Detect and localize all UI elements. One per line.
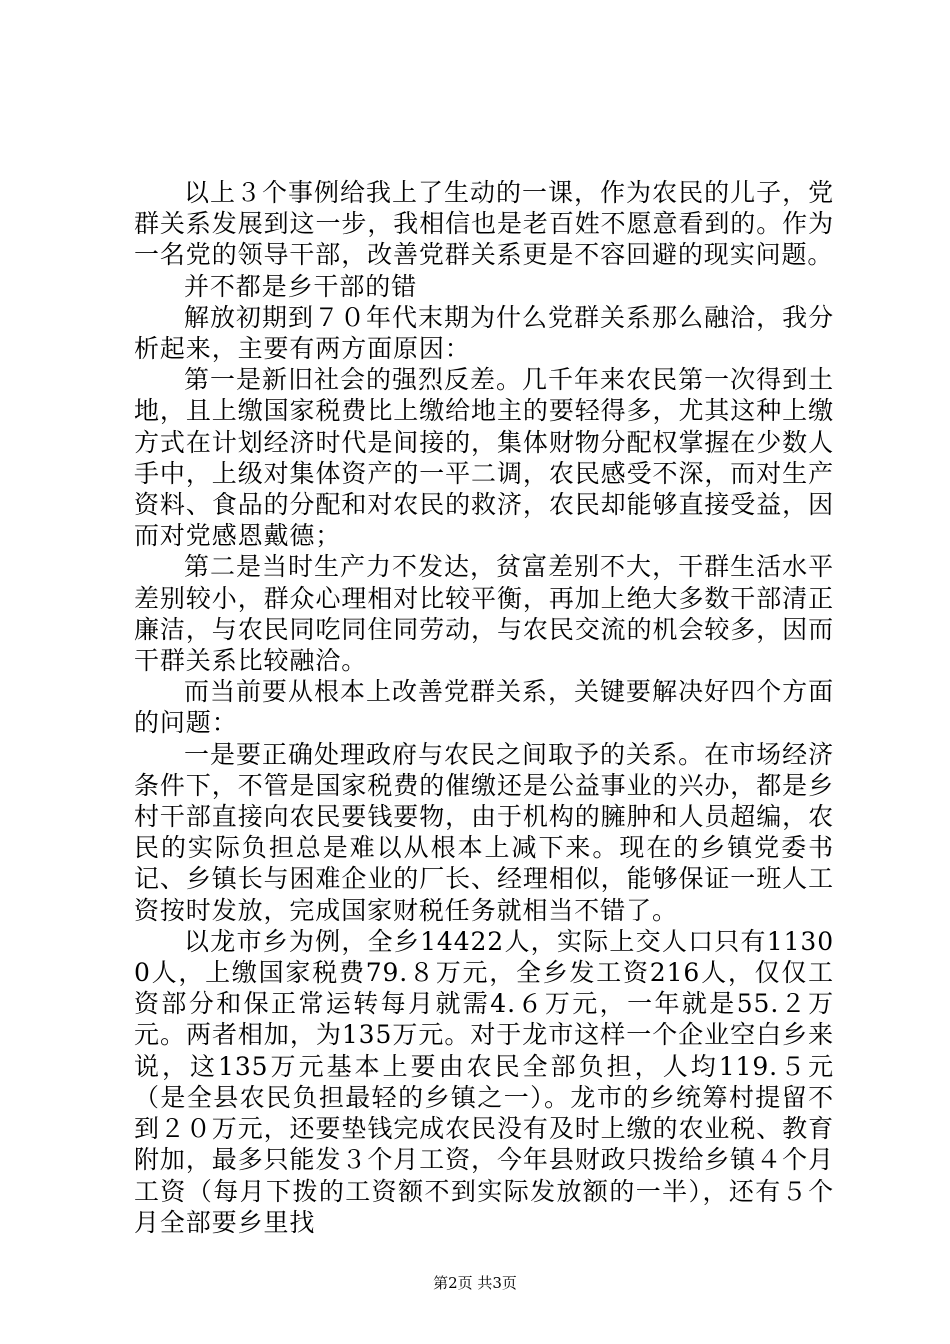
paragraph-reason-one: 第一是新旧社会的强烈反差。几千年来农民第一次得到土地，且上缴国家税费比上缴给地主的要轻得多，尤其这种上缴方式在计划经济时代是间接的，集体财物分配权掌握在少数人手中，上级对集体资产的一平二调，农民感受不深，而对生产资料、食品的分配和对农民的救济，农民却能够直接受益，因而对党感恩戴德； [134,365,834,551]
paragraph-reason-two: 第二是当时生产力不发达，贫富差别不大，干群生活水平差别较小，群众心理相对比较平衡，再加上绝大多数干部清正廉洁，与农民同吃同住同劳动，与农民交流的机会较多，因而干群关系比较融洽。 [134,552,834,676]
page-footer: 第2页 共3页 [433,1274,517,1292]
paragraph-four-issues: 而当前要从根本上改善党群关系，关键要解决好四个方面的问题： [134,677,834,738]
paragraph-analysis: 解放初期到７０年代末期为什么党群关系那么融洽，我分析起来，主要有两方面原因： [134,302,834,364]
document-body [134,177,834,1238]
paragraph-issue-one: 一是要正确处理政府与农民之间取予的关系。在市场经济条件下，不管是国家税费的催缴还是公益事业的兴办，都是乡村干部直接向农民要钱要物，由于机构的臃肿和人员超编，农民的实际负担总是难以从根本上减下来。现在的乡镇党委书记、乡镇长与困难企业的厂长、经理相似，能够保证一班人工资按时发放，完成国家财税任务就相当不错了。 [134,739,834,925]
paragraph-longshi-example: 以龙市乡为例，全乡14422人，实际上交人口只有11300人，上缴国家税费79.８万元，全乡发工资216人，仅仅工资部分和保正常运转每月就需4.６万元，一年就是55.２万元。两者相加，为135万元。对于龙市这样一个企业空白乡来说，这135万元基本上要由农民全部负担，人均119.５元（是全县农民负担最轻的乡镇之一）。龙市的乡统筹村提留不到２０万元，还要垫钱完成农民没有及时上缴的农业税、教育附加，最多只能发３个月工资，今年县财政只拨给乡镇４个月工资（每月下拨的工资额不到实际发放额的一半），还有５个月全部要乡里找 [134,926,834,1237]
section-heading: 并不都是乡干部的错 [184,271,418,301]
paragraph-intro: 以上３个事例给我上了生动的一课，作为农民的儿子，党群关系发展到这一步，我相信也是老百姓不愿意看到的。作为一名党的领导干部，改善党群关系更是不容回避的现实问题。 [134,178,834,270]
